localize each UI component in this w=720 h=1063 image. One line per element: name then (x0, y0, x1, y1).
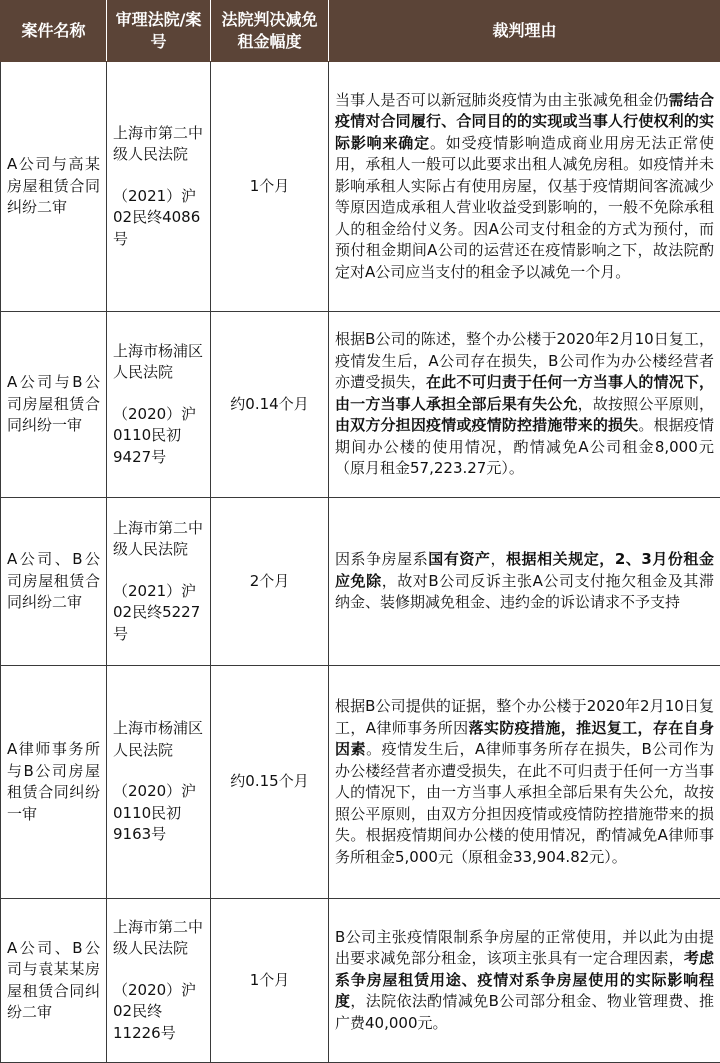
reduction-cell: 约0.15个月 (211, 666, 329, 899)
reason-text: 因系争房屋系 (335, 550, 428, 568)
court-cell (107, 312, 211, 498)
reason-text: 。疫情发生后，A律师事务所存在损失，B公司作为办公楼经营者亦遭受损失，在此不可归责于任何一方当事人的情况下，由一方当事人承担全部后果有失公允，故按照公平原则，由双方分担因疫情或疫情防控措施带来的损失。根据疫情期间办公楼的使用情况，酌情减免A律师事务所租金5,000元（原租金33,904.82元）。 (335, 740, 714, 866)
case-number: （2020）沪02民终11226号 (113, 980, 204, 1045)
table-row (1, 312, 720, 498)
reason-emphasis: 在此不可归责于任何一方当事人的情况下，由一方当事人承担全部后果有失公允 (335, 373, 714, 413)
table-row (1, 62, 720, 312)
case-name-cell: A公司、B公司与袁某某房屋租赁合同纠纷二审 (1, 899, 107, 1063)
reason-emphasis: 由双方分担因疫情或疫情防控措施带来的损失 (335, 416, 638, 434)
table-row (1, 666, 720, 899)
court-name: 上海市杨浦区人民法院 (113, 341, 204, 384)
reason-text: ，故对B公司反诉主张A公司支付拖欠租金及其滞纳金、装修期减免租金、违约金的诉讼请求不予支持 (335, 572, 714, 612)
reason-text: ， (490, 550, 506, 568)
court-cell (107, 899, 211, 1063)
case-number: （2020）沪0110民初9163号 (113, 781, 204, 846)
reduction-cell: 2个月 (211, 498, 329, 666)
reason-text: 当事人是否可以新冠肺炎疫情为由主张减免租金仍 (335, 91, 669, 109)
reason-cell (329, 312, 720, 498)
reason-text: ，法院依法酌情减免B公司部分租金、物业管理费、推广费40,000元。 (335, 992, 714, 1032)
reason-cell (329, 899, 720, 1063)
reason-text: 根据B公司提供的证据，整个办公楼于2020年2月10日复工，A律师事务所因 (335, 697, 714, 737)
reason-cell (329, 666, 720, 899)
header-row (1, 1, 720, 62)
case-name-cell: A公司与B公司房屋租赁合同纠纷一审 (1, 312, 107, 498)
reduction-cell: 约0.14个月 (211, 312, 329, 498)
court-name: 上海市杨浦区人民法院 (113, 718, 204, 761)
reason-emphasis: 根据相关规定，2、3月份租金应免除 (335, 550, 714, 590)
case-name-cell: A律师事务所与B公司房屋租赁合同纠纷一审 (1, 666, 107, 899)
header-reason: 裁判理由 (329, 1, 720, 62)
court-cell (107, 498, 211, 666)
reason-emphasis: 考虑系争房屋租赁用途、疫情对系争房屋使用的实际影响程度 (335, 949, 714, 1010)
reason-text: 。根据疫情期间办公楼的使用情况，酌情减免A公司租金8,000元（原月租金57,223.27元）。 (335, 416, 714, 477)
reason-text: ，故按照公平原则， (578, 395, 714, 413)
header-case-name: 案件名称 (1, 1, 107, 62)
reason-text: 。如受疫情影响造成商业用房无法正常使用，承租人一般可以此要求出租人减免房租。如疫情并未影响承租人实际占有使用房屋，仅基于疫情期间客流减少等原因造成承租人营业收益受到影响的，一般不免除承租人的租金给付义务。因A公司支付租金的方式为预付，而预付租金期间A公司的运营还在疫情影响之下，故法院酌定对A公司应当支付的租金予以减免一个月。 (335, 134, 714, 281)
reason-cell (329, 62, 720, 312)
court-name: 上海市第二中级人民法院 (113, 123, 204, 166)
reduction-cell: 1个月 (211, 62, 329, 312)
case-name-cell: A公司与高某房屋租赁合同纠纷二审 (1, 62, 107, 312)
case-number: （2020）沪0110民初9427号 (113, 404, 204, 469)
reason-text: B公司主张疫情限制系争房屋的正常使用，并以此为由提出要求减免部分租金，该项主张具有一定合理因素， (335, 928, 714, 968)
reduction-cell: 1个月 (211, 899, 329, 1063)
table-row (1, 899, 720, 1063)
table-row (1, 498, 720, 666)
reason-emphasis: 需结合疫情对合同履行、合同目的的实现或当事人行使权利的实际影响来确定 (335, 91, 714, 152)
court-cell (107, 62, 211, 312)
court-cell (107, 666, 211, 899)
header-court: 审理法院/案号 (107, 1, 211, 62)
reason-emphasis: 落实防疫措施，推迟复工，存在自身因素 (335, 719, 714, 759)
case-name-cell: A公司、B公司房屋租赁合同纠纷二审 (1, 498, 107, 666)
reason-text: 根据B公司的陈述，整个办公楼于2020年2月10日复工，疫情发生后，A公司存在损失，B公司作为办公楼经营者亦遭受损失， (335, 330, 714, 391)
reason-cell (329, 498, 720, 666)
court-name: 上海市第二中级人民法院 (113, 917, 204, 960)
case-number: （2021）沪02民终4086号 (113, 186, 204, 251)
header-reduction: 法院判决减免租金幅度 (211, 1, 329, 62)
court-name: 上海市第二中级人民法院 (113, 518, 204, 561)
case-number: （2021）沪02民终5227号 (113, 581, 204, 646)
reason-emphasis: 国有资产 (428, 550, 490, 568)
